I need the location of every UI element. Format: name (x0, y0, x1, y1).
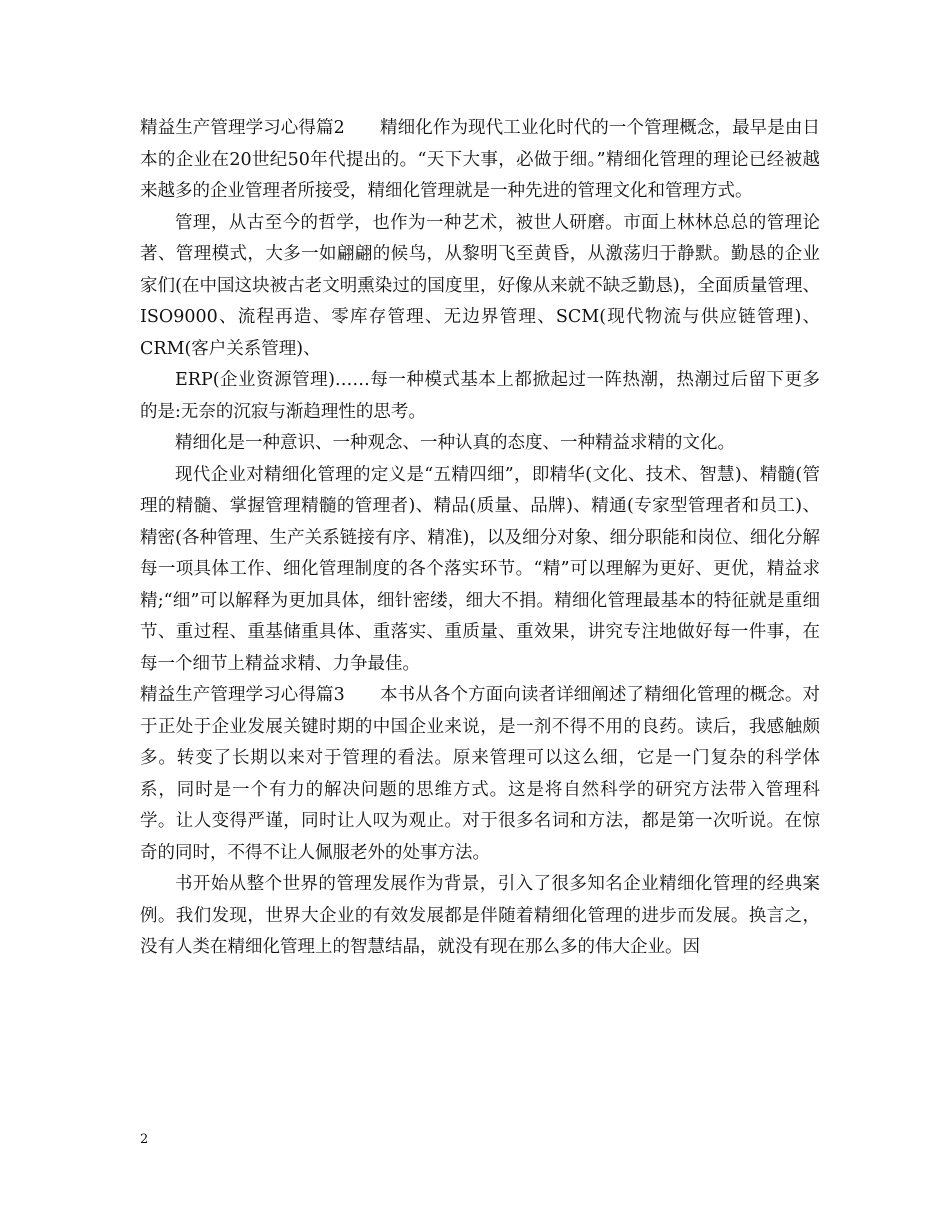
paragraph-book-background: 书开始从整个世界的管理发展作为背景，引入了很多知名企业精细化管理的经典案例。我们发现，世界大企业的有效发展都是伴随着精细化管理的进步而发展。换言之，没有人类在精细化管理上的智慧结晶，就没有现在那么多的伟大企业。因 (140, 874, 820, 957)
paragraph-section-2-start: 精益生产管理学习心得篇2 精细化作为现代工业化时代的一个管理概念，最早是由日本的企业在20世纪50年代提出的。“天下大事，必做于细。”精细化管理的理论已经被越来越多的企业管理者所接受，精细化管理就是一种先进的管理文化和管理方式。 (140, 118, 820, 201)
paragraph-five-four: 现代企业对精细化管理的定义是“五精四细”，即精华(文化、技术、智慧)、精髓(管理的精髓、掌握管理精髓的管理者)、精品(质量、品牌)、精通(专家型管理者和员工)、精密(各种管理、生产关系链接有序、精准)，以及细分对象、细分职能和岗位、细化分解每一项具体工作、细化管理制度的各个落实环节。“精”可以理解为更好、更优，精益求精;“细”可以解释为更加具体，细针密缕，细大不捐。精细化管理最基本的特征就是重细节、重过程、重基储重具体、重落实、重质量、重效果，讲究专注地做好每一件事，在每一个细节上精益求精、力争最佳。 (140, 464, 820, 674)
document-body (140, 113, 820, 964)
paragraph-erp: ERP(企业资源管理)……每一种模式基本上都掀起过一阵热潮，热潮过后留下更多的是:无奈的沉寂与渐趋理性的思考。 (140, 370, 820, 422)
paragraph-refinement-definition: 精细化是一种意识、一种观念、一种认真的态度、一种精益求精的文化。 (175, 433, 735, 453)
paragraph-section-3-start: 精益生产管理学习心得篇3 本书从各个方面向读者详细阐述了精细化管理的概念。对于正处于企业发展关键时期的中国企业来说，是一剂不得不用的良药。读后，我感触颇多。转变了长期以来对于管理的看法。原来管理可以这么细，它是一门复杂的科学体系，同时是一个有力的解决问题的思维方式。这是将自然科学的研究方法带入管理科学。让人变得严谨，同时让人叹为观止。对于很多名词和方法，都是第一次听说。在惊奇的同时，不得不让人佩服老外的处事方法。 (140, 685, 820, 863)
paragraph-management-philosophy: 管理，从古至今的哲学，也作为一种艺术，被世人研磨。市面上林林总总的管理论著、管理模式，大多一如翩翩的候鸟，从黎明飞至黄昏，从激荡归于静默。勤恳的企业家们(在中国这块被古老文明熏染过的国度里，好像从来就不缺乏勤恳)，全面质量管理、ISO9000、流程再造、零库存管理、无边界管理、SCM(现代物流与供应链管理)、CRM(客户关系管理)、 (140, 212, 820, 359)
page-number: 2 (140, 1132, 149, 1147)
